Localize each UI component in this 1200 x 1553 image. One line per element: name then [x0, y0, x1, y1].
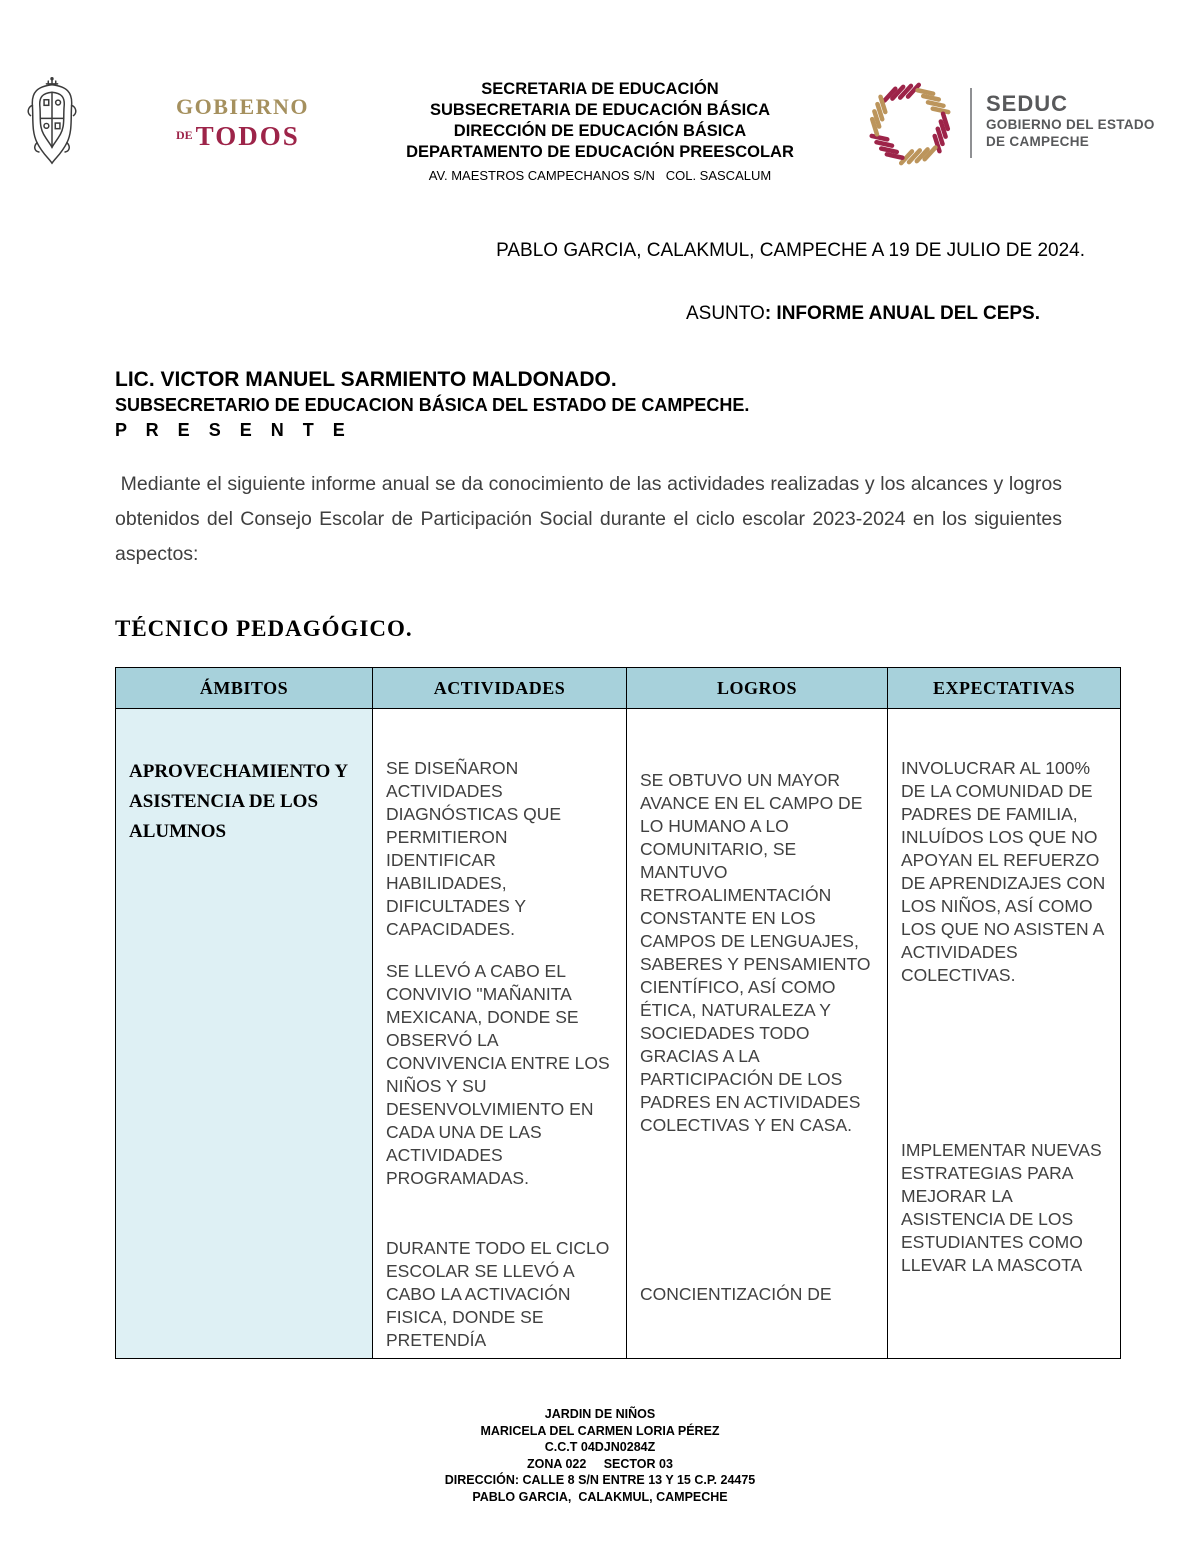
table-row [116, 709, 1121, 1359]
recipient-title: SUBSECRETARIO DE EDUCACION BÁSICA DEL ESTADO DE CAMPECHE. [115, 395, 750, 415]
subject-line [666, 281, 1040, 347]
column-header-logros: LOGROS [627, 668, 888, 709]
gobierno-de-todos-logo [176, 94, 309, 152]
gobierno-logo-todos: TODOS [195, 121, 300, 151]
org-address-line: AV. MAESTROS CAMPECHANOS S/N COL. SASCALUM [428, 168, 772, 183]
seduc-subtitle-line: GOBIERNO DEL ESTADO [986, 117, 1155, 132]
seduc-divider [970, 88, 972, 158]
recipient-name: LIC. VICTOR MANUEL SARMIENTO MALDONADO. [115, 368, 617, 391]
footer-line: C.C.T 04DJN0284Z [544, 1440, 656, 1454]
gobierno-logo-word: GOBIERNO [176, 94, 310, 119]
footer-line: MARICELA DEL CARMEN LORIA PÉREZ [480, 1423, 720, 1438]
cell-ambito: APROVECHAMIENTO Y ASISTENCIA DE LOS ALUMNOS [116, 709, 373, 1359]
org-line: SUBSECRETARIA DE EDUCACIÓN BÁSICA [429, 101, 771, 119]
org-line: DIRECCIÓN DE EDUCACIÓN BÁSICA [453, 122, 747, 140]
cell-paragraph: SE DISEÑARON ACTIVIDADES DIAGNÓSTICAS QUE PERMITIERON IDENTIFICAR HABILIDADES, DIFICULTADES Y CAPACIDADES. [386, 758, 562, 939]
column-header-actividades: ACTIVIDADES [373, 668, 627, 709]
cell-paragraph: INVOLUCRAR AL 100% DE LA COMUNIDAD DE PADRES DE FAMILIA, INLUÍDOS LOS QUE NO APOYAN EL REFUERZO DE APRENDIZAJES CON LOS NIÑOS, ASÍ COMO LOS QUE NO ASISTEN A ACTIVIDADES COLECTIVAS. [901, 758, 1106, 985]
cell-paragraph: SE OBTUVO UN MAYOR AVANCE EN EL CAMPO DE LO HUMANO A LO COMUNITARIO, SE MANTUVO RETROALIMENTACIÓN CONSTANTE EN LOS CAMPOS DE LENGUAJES, SABERES Y PENSAMIENTO CIENTÍFICO, ASÍ COMO ÉTICA, NATURALEZA Y SOCIEDADES TODO GRACIAS A LA PARTICIPACIÓN DE LOS PADRES EN ACTIVIDADES COLECTIVAS Y EN CASA. [640, 770, 871, 1135]
seduc-logo [866, 76, 1186, 176]
cell-paragraph: IMPLEMENTAR NUEVAS ESTRATEGIAS PARA MEJORAR LA ASISTENCIA DE LOS ESTUDIANTES COMO LLEVAR LA MASCOTA [901, 1140, 1102, 1275]
section-heading: TÉCNICO PEDAGÓGICO. [115, 616, 413, 641]
column-header-expectativas: EXPECTATIVAS [888, 668, 1121, 709]
cell-logros [627, 709, 888, 1359]
seduc-title: SEDUC [986, 91, 1069, 116]
body-paragraph: Mediante el siguiente informe anual se da conocimiento de las actividades realizadas y los alcances y logros obtenidos del Consejo Escolar de Participación Social durante el ciclo escolar 2023-2024 en los siguientes aspectos: [115, 473, 1068, 565]
footer-line: JARDIN DE NIÑOS [544, 1407, 656, 1421]
report-table [115, 667, 1121, 1359]
footer-line: DIRECCIÓN: CALLE 8 S/N ENTRE 13 Y 15 C.P. 24475 [444, 1473, 756, 1487]
seduc-hexagon-icon [866, 76, 954, 172]
org-line: DEPARTAMENTO DE EDUCACIÓN PREESCOLAR [406, 143, 794, 161]
page-footer [0, 1406, 1200, 1505]
org-line: SECRETARIA DE EDUCACIÓN [481, 80, 719, 98]
footer-line: ZONA 022 SECTOR 03 [527, 1456, 673, 1471]
letterhead-org-block [380, 79, 820, 185]
dateline: PABLO GARCIA, CALAKMUL, CAMPECHE A 19 DE JULIO DE 2024. [496, 240, 1085, 261]
seduc-subtitle-line: DE CAMPECHE [986, 134, 1090, 149]
table-header-row [116, 668, 1121, 709]
gobierno-logo-de: DE [176, 128, 193, 142]
recipient-presente: P R E S E N T E [115, 420, 352, 440]
cell-paragraph: CONCIENTIZACIÓN DE [640, 1284, 832, 1304]
cell-actividades [373, 709, 627, 1359]
footer-line: PABLO GARCIA, CALAKMUL, CAMPECHE [472, 1489, 728, 1504]
cell-expectativas [888, 709, 1121, 1359]
cell-paragraph: SE LLEVÓ A CABO EL CONVIVIO "MAÑANITA MEXICANA, DONDE SE OBSERVÓ LA CONVIVENCIA ENTRE LOS NIÑOS Y SU DESENVOLVIMIENTO EN CADA UNA DE LAS ACTIVIDADES PROGRAMADAS. [386, 961, 610, 1188]
subject-value: : INFORME ANUAL DEL CEPS. [764, 303, 1040, 324]
campeche-coat-of-arms-icon [24, 74, 80, 174]
recipient-block [115, 366, 749, 443]
subject-label: ASUNTO [685, 303, 765, 324]
column-header-ambitos: ÁMBITOS [116, 668, 373, 709]
cell-paragraph: DURANTE TODO EL CICLO ESCOLAR SE LLEVÓ A CABO LA ACTIVACIÓN FISICA, DONDE SE PRETENDÍA [386, 1238, 610, 1350]
